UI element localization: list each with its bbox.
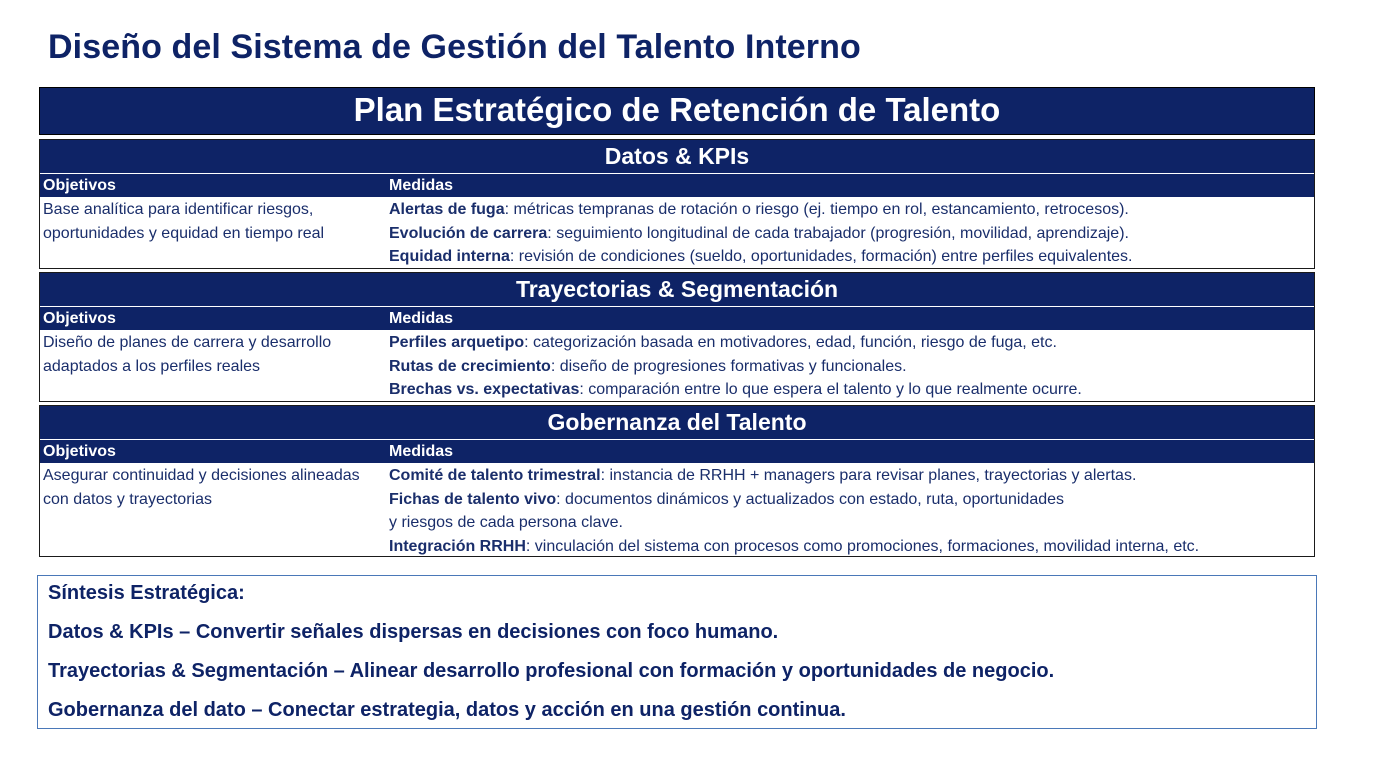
measure-item <box>389 198 1314 222</box>
measure-term: Alertas de fuga <box>389 201 505 218</box>
measure-item <box>389 464 1314 488</box>
measure-term: Evolución de carrera <box>389 224 548 242</box>
measure-description: : documentos dinámicos y actualizados con estado, ruta, oportunidades <box>556 490 1065 508</box>
synthesis-box <box>37 575 1317 729</box>
measure-term: Integración RRHH <box>389 537 526 555</box>
section-gobernanza <box>39 405 1315 557</box>
section-title: Datos & KPIs <box>40 140 1314 173</box>
measure-term: Brechas vs. expectativas <box>389 381 580 398</box>
measures-header: Medidas <box>389 443 454 460</box>
objectives-header: Objetivos <box>43 177 116 194</box>
section-title: Trayectorias & Segmentación <box>40 273 1314 306</box>
measure-item <box>389 511 1314 535</box>
measures-header: Medidas <box>389 177 454 194</box>
measure-description: : diseño de progresiones formativas y funcionales. <box>550 357 907 375</box>
measures-list <box>389 464 1314 558</box>
section-title: Gobernanza del Talento <box>40 406 1314 439</box>
plan-header: Plan Estratégico de Retención de Talento <box>39 87 1315 135</box>
measure-item <box>389 535 1314 559</box>
section-datos-kpis <box>39 139 1315 269</box>
measure-term: Equidad interna <box>389 248 510 265</box>
synthesis-line: Trayectorias & Segmentación – Alinear desarrollo profesional con formación y oportunidades de negocio. <box>48 660 1055 682</box>
measure-description: : vinculación del sistema con procesos como promociones, formaciones, movilidad interna, etc. <box>525 537 1200 555</box>
measure-term: Perfiles arquetipo <box>389 334 525 351</box>
measures-header: Medidas <box>389 310 454 327</box>
measure-description: : comparación entre lo que espera el talento y lo que realmente ocurre. <box>579 381 1082 398</box>
column-header-row <box>40 173 1314 197</box>
objective-text: Diseño de planes de carrera y desarrollo adaptados a los perfiles reales <box>43 334 332 375</box>
measure-item <box>389 222 1314 246</box>
measure-item <box>389 331 1314 355</box>
column-header-row <box>40 306 1314 330</box>
measure-item <box>389 378 1314 402</box>
measure-description: : categorización basada en motivadores, edad, función, riesgo de fuga, etc. <box>524 334 1057 351</box>
measure-description: : instancia de RRHH + managers para revisar planes, trayectorias y alertas. <box>600 467 1137 484</box>
measure-description: : revisión de condiciones (sueldo, oportunidades, formación) entre perfiles equivalentes. <box>509 248 1133 265</box>
page-title: Diseño del Sistema de Gestión del Talento Interno <box>48 28 861 66</box>
measure-item <box>389 245 1314 269</box>
measure-description: : métricas tempranas de rotación o riesgo (ej. tiempo en rol, estancamiento, retrocesos). <box>504 201 1129 218</box>
measures-list <box>389 331 1314 402</box>
measure-item <box>389 355 1314 379</box>
synthesis-line: Gobernanza del dato – Conectar estrategia, datos y acción en una gestión continua. <box>48 699 846 721</box>
measure-term: Rutas de crecimiento <box>389 357 551 375</box>
measures-list <box>389 198 1314 269</box>
measure-term: Comité de talento trimestral <box>389 467 601 484</box>
measure-description: : seguimiento longitudinal de cada trabajador (progresión, movilidad, aprendizaje). <box>547 224 1129 242</box>
measure-description: y riesgos de cada persona clave. <box>389 514 623 531</box>
measure-term: Fichas de talento vivo <box>389 490 557 508</box>
objective-text: Base analítica para identificar riesgos, oportunidades y equidad en tiempo real <box>43 201 325 242</box>
column-header-row <box>40 439 1314 463</box>
section-trayectorias <box>39 272 1315 402</box>
objective-text: Asegurar continuidad y decisiones alineadas con datos y trayectorias <box>43 467 360 508</box>
objectives-header: Objetivos <box>43 443 116 460</box>
synthesis-line: Datos & KPIs – Convertir señales dispersas en decisiones con foco humano. <box>48 621 779 643</box>
objectives-header: Objetivos <box>43 310 116 327</box>
measure-item <box>389 488 1314 512</box>
synthesis-heading: Síntesis Estratégica: <box>48 582 245 604</box>
